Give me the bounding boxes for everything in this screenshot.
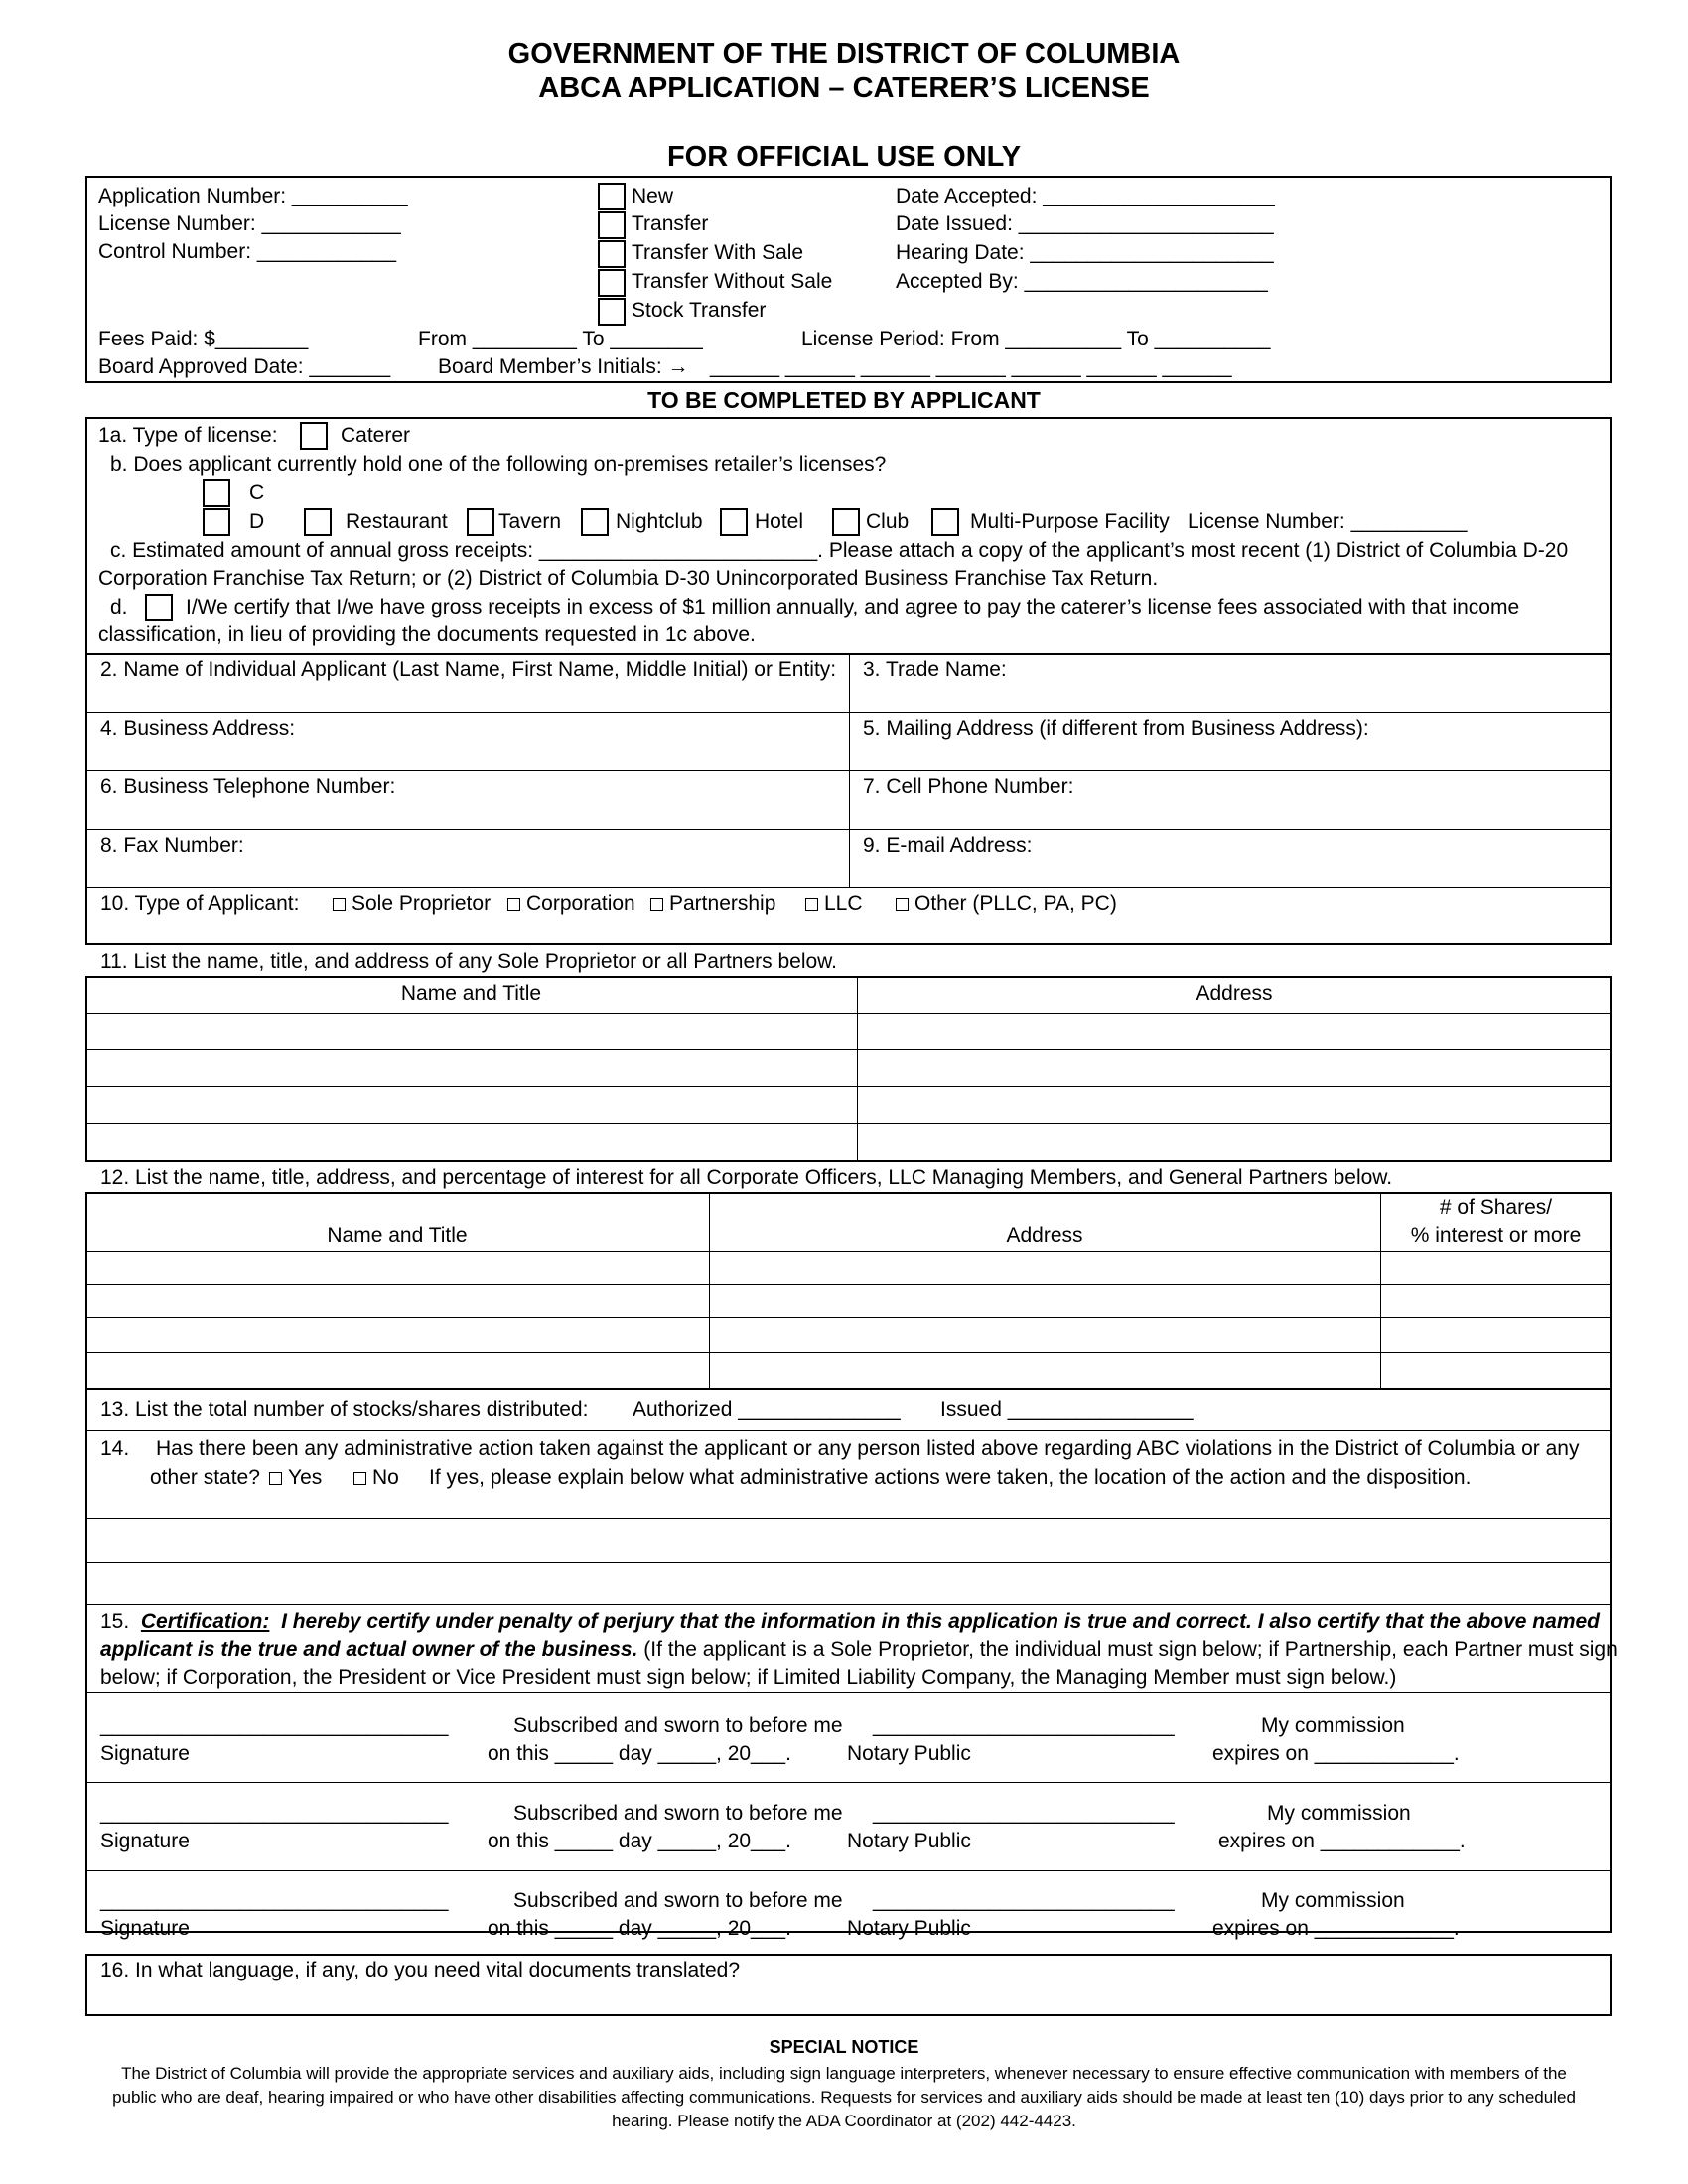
nightclub-checkbox[interactable] [581,508,609,536]
sworn-date-field[interactable]: on this _____ day _____, 20___. [488,1830,791,1852]
sworn-text: Subscribed and sworn to before me [513,1802,843,1825]
signature-row-1 [0,1707,1529,1791]
header-line1: GOVERNMENT OF THE DISTRICT OF COLUMBIA [507,38,1181,69]
hotel-label: Hotel [755,510,804,533]
q15-line1: 15. Certification: I hereby certify under penalty of perjury that the information in this application is true and correct. I also certify that the above named [100,1610,1600,1633]
shares-authorized-field[interactable]: Authorized ______________ [633,1398,901,1421]
commission-expires-field[interactable]: expires on ____________. [1212,1742,1460,1765]
q14-no-checkbox[interactable] [353,1472,366,1485]
transfer-checkbox[interactable] [598,211,626,239]
d-license-checkbox[interactable] [203,508,230,536]
board-initials-label: Board Member’s Initials: → [438,355,689,378]
partners-col-address: Address [1196,982,1273,1005]
fees-paid-field[interactable]: Fees Paid: $________ [98,328,309,350]
c-license-checkbox[interactable] [203,479,230,507]
signature-line[interactable]: ______________________________ [100,1802,449,1825]
notary-line[interactable]: __________________________ [873,1714,1175,1737]
notary-line[interactable]: __________________________ [873,1889,1175,1912]
applicant-type-other[interactable]: Other (PLLC, PA, PC) [896,892,1117,916]
restaurant-label: Restaurant [346,510,448,533]
signature-label: Signature [100,1917,190,1940]
email-address-field[interactable]: 9. E-mail Address: [863,834,1033,857]
business-address-field[interactable]: 4. Business Address: [100,717,296,740]
officers-col-shares-line1: # of Shares/ [1439,1196,1553,1219]
fax-number-field[interactable]: 8. Fax Number: [100,834,244,857]
caterer-label: Caterer [341,424,411,447]
board-approved-date-field[interactable]: Board Approved Date: _______ [98,355,391,378]
header-line2: ABCA APPLICATION – CATERER’S LICENSE [538,72,1150,104]
applicant-type-partnership[interactable]: Partnership [650,892,775,916]
officers-table [85,1192,1612,1390]
accepted-by-field[interactable]: Accepted By: _____________________ [896,270,1268,293]
transfer-without-sale-checkbox[interactable] [598,269,626,297]
special-notice-title: SPECIAL NOTICE [769,2037,919,2057]
cell-phone-field[interactable]: 7. Cell Phone Number: [863,775,1074,798]
signature-label: Signature [100,1742,190,1765]
q14-line2-rest: If yes, please explain below what administrative actions were taken, the location of the action and the disposition. [429,1466,1472,1489]
control-number-field[interactable]: Control Number: ____________ [98,240,397,263]
new-checkbox[interactable] [598,183,626,210]
date-accepted-field[interactable]: Date Accepted: ____________________ [896,185,1275,207]
club-label: Club [866,510,910,533]
trade-name-field[interactable]: 3. Trade Name: [863,658,1007,681]
signature-row-2 [0,1795,1529,1878]
sworn-text: Subscribed and sworn to before me [513,1889,843,1912]
restaurant-checkbox[interactable] [304,508,332,536]
q1d-line1: I/We certify that I/we have gross receipts in excess of $1 million annually, and agree to pay the caterer’s license fees associated with that income [186,596,1520,618]
caterer-checkbox[interactable] [300,422,328,450]
tavern-checkbox[interactable] [467,508,494,536]
nightclub-label: Nightclub [616,510,703,533]
q11-label: 11. List the name, title, and address of any Sole Proprietor or all Partners below. [100,950,838,973]
applicant-name-field[interactable]: 2. Name of Individual Applicant (Last Name, First Name, Middle Initial) or Entity: [100,658,837,681]
c-license-label: C [249,481,265,504]
q1b-label: b. Does applicant currently hold one of the following on-premises retailer’s licenses? [110,453,887,476]
q1d-certify-checkbox[interactable] [145,594,173,621]
q14-line2-prefix: other state? [150,1466,260,1489]
signature-label: Signature [100,1830,190,1852]
sworn-text: Subscribed and sworn to before me [513,1714,843,1737]
fees-from-to-field[interactable]: From _________ To ________ [418,328,703,350]
commission-label: My commission [1261,1714,1405,1737]
partners-col-name: Name and Title [400,982,542,1005]
transfer-with-sale-checkbox[interactable] [598,240,626,268]
hotel-checkbox[interactable] [720,508,748,536]
hearing-date-field[interactable]: Hearing Date: _____________________ [896,241,1274,264]
signature-line[interactable]: ______________________________ [100,1714,449,1737]
q1c-line1: c. Estimated amount of annual gross receipts: ________________________. Please attach a copy of the applicant’s most recent (1) District of Columbia D-20 [110,539,1569,562]
notary-line[interactable]: __________________________ [873,1802,1175,1825]
applicant-type-sole-proprietor[interactable]: Sole Proprietor [333,892,491,916]
certification-title: Certification: [140,1610,270,1633]
option-transfer-without-sale-label: Transfer Without Sale [632,270,833,293]
signature-line[interactable]: ______________________________ [100,1889,449,1912]
sole-proprietor-checkbox[interactable] [333,898,346,911]
q13-label: 13. List the total number of stocks/shares distributed: [100,1398,589,1421]
corporation-checkbox[interactable] [507,898,520,911]
multi-purpose-facility-checkbox[interactable] [931,508,959,536]
special-notice-body: The District of Columbia will provide the appropriate services and auxiliary aids, including sign language interpreters, whenever necessary to ensure effective communication with members of the public who are deaf, hearing impaired or who have other disabilities affecting communications. Requests for services and auxiliary aids should be made at least ten (10) days prior to any scheduled hearing. Please notify the ADA Coordinator at (202) 442-4423. [112,2064,1576,2130]
sworn-date-field[interactable]: on this _____ day _____, 20___. [488,1917,791,1940]
notary-label: Notary Public [847,1742,971,1765]
q15-line2: applicant is the true and actual owner of the business. (If the applicant is a Sole Proprietor, the individual must sign below; if Partnership, each Partner must sign [100,1638,1618,1661]
commission-expires-field[interactable]: expires on ____________. [1212,1917,1460,1940]
officers-col-address: Address [1006,1224,1083,1247]
license-number-blank[interactable]: License Number: __________ [1188,510,1468,533]
board-initials-blanks[interactable]: ______ ______ ______ ______ ______ ______ ______ [710,355,1232,378]
q1c-line2: Corporation Franchise Tax Return; or (2) District of Columbia D-30 Unincorporated Business Franchise Tax Return. [98,567,1159,590]
translation-language-field[interactable]: 16. In what language, if any, do you need vital documents translated? [100,1959,741,1981]
commission-label: My commission [1261,1889,1405,1912]
applicant-type-label: 10. Type of Applicant: [100,892,300,915]
applicant-section-heading: TO BE COMPLETED BY APPLICANT [647,387,1041,413]
commission-label: My commission [1267,1802,1411,1825]
officers-col-name: Name and Title [327,1224,468,1247]
business-telephone-field[interactable]: 6. Business Telephone Number: [100,775,396,798]
q14-no-option[interactable]: No [353,1466,399,1490]
official-use-heading: FOR OFFICIAL USE ONLY [666,141,1022,173]
option-new-label: New [632,185,674,207]
q12-label: 12. List the name, title, address, and percentage of interest for all Corporate Officers, LLC Managing Members, and General Partners below. [100,1166,1393,1189]
q1d-label: d. [110,596,128,618]
q15-line3: below; if Corporation, the President or Vice President must sign below; if Limited Liability Company, the Managing Member must sign below.) [100,1666,1397,1689]
tavern-label: Tavern [498,510,562,533]
date-issued-field[interactable]: Date Issued: ______________________ [896,212,1274,235]
q14-yes-checkbox[interactable] [269,1472,282,1485]
q1a-label: 1a. Type of license: [98,424,278,447]
d-license-label: D [249,510,265,533]
mailing-address-field[interactable]: 5. Mailing Address (if different from Business Address): [863,717,1369,740]
sworn-date-field[interactable]: on this _____ day _____, 20___. [488,1742,791,1765]
multi-purpose-facility-label: Multi-Purpose Facility [970,510,1170,533]
option-transfer-label: Transfer [632,212,709,235]
other-checkbox[interactable] [896,898,909,911]
officers-col-shares-line2: % interest or more [1410,1224,1582,1247]
q14-line1: Has there been any administrative action taken against the applicant or any person listed above regarding ABC violations in the District of Columbia or any [156,1437,1580,1460]
application-number-field[interactable]: Application Number: __________ [98,185,408,207]
q14-number: 14. [100,1437,130,1460]
club-checkbox[interactable] [832,508,860,536]
partnership-checkbox[interactable] [650,898,663,911]
llc-checkbox[interactable] [805,898,818,911]
license-number-field[interactable]: License Number: ____________ [98,212,401,235]
option-stock-transfer-label: Stock Transfer [632,299,767,322]
shares-issued-field[interactable]: Issued ________________ [940,1398,1194,1421]
stock-transfer-checkbox[interactable] [598,298,626,326]
license-period-field[interactable]: License Period: From __________ To __________ [801,328,1271,350]
notary-label: Notary Public [847,1917,971,1940]
option-transfer-with-sale-label: Transfer With Sale [632,241,804,264]
commission-expires-field[interactable]: expires on ____________. [1218,1830,1466,1852]
notary-label: Notary Public [847,1830,971,1852]
q1d-line2: classification, in lieu of providing the documents requested in 1c above. [98,623,756,646]
applicant-type-corporation[interactable]: Corporation [507,892,635,916]
q14-yes-option[interactable]: Yes [269,1466,322,1490]
applicant-type-llc[interactable]: LLC [805,892,863,916]
